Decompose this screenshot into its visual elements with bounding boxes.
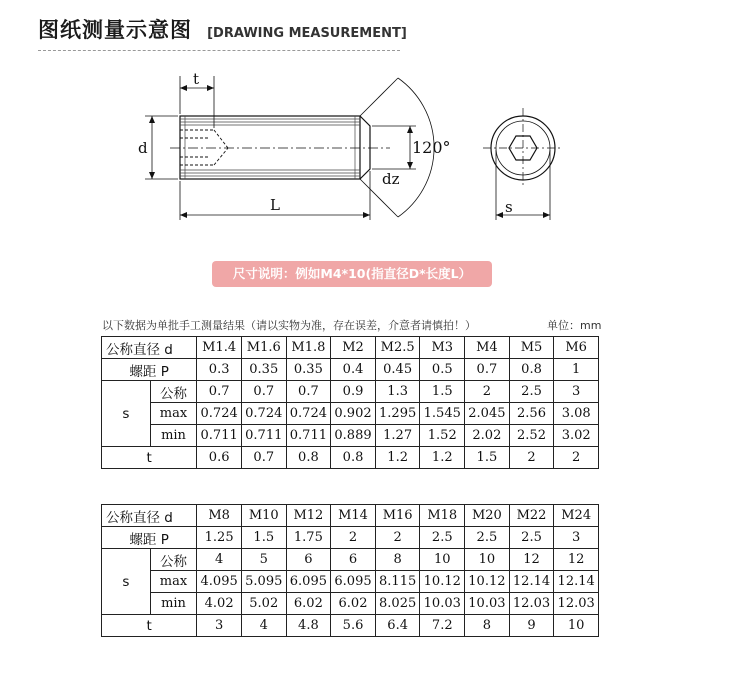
- nominal-cell: 1.3: [375, 381, 420, 403]
- nominal-cell: 8: [375, 549, 420, 571]
- nominal-cell: 10: [465, 549, 510, 571]
- page-title: 图纸测量示意图: [38, 18, 192, 42]
- table-row-t: [102, 615, 599, 637]
- table-row-s-min: [102, 593, 599, 615]
- max-cell: 10.12: [465, 571, 510, 593]
- t-cell: 10: [554, 615, 599, 637]
- max-label: max: [150, 571, 197, 593]
- spec-table-small: [101, 336, 599, 469]
- min-cell: 4.02: [197, 593, 242, 615]
- screw-measurement-drawing: [130, 68, 590, 233]
- min-cell: 2.52: [509, 425, 554, 447]
- max-cell: 12.14: [509, 571, 554, 593]
- nominal-cell: 0.7: [197, 381, 242, 403]
- nominal-cell: 5: [241, 549, 286, 571]
- pitch-cell: 2.5: [465, 527, 510, 549]
- size-cell: M1.6: [241, 337, 286, 359]
- table-row-size: [102, 337, 599, 359]
- nominal-cell: 0.9: [331, 381, 376, 403]
- t-cell: 0.8: [286, 447, 331, 469]
- nominal-cell: 6: [286, 549, 331, 571]
- min-cell: 0.889: [331, 425, 376, 447]
- min-cell: 1.52: [420, 425, 465, 447]
- nominal-label: 公称: [150, 549, 197, 571]
- t-cell: 4: [241, 615, 286, 637]
- table-row-size: [102, 505, 599, 527]
- nominal-cell: 6: [331, 549, 376, 571]
- max-cell: 6.095: [331, 571, 376, 593]
- table-row-s-max: [102, 571, 599, 593]
- pitch-cell: 0.35: [286, 359, 331, 381]
- pitch-cell: 2: [331, 527, 376, 549]
- t-cell: 4.8: [286, 615, 331, 637]
- t-cell: 6.4: [375, 615, 420, 637]
- measurement-caption: 以下数据为单批手工测量结果（请以实物为准，存在误差，介意者请慎拍！）: [102, 319, 476, 332]
- max-cell: 0.724: [197, 403, 242, 425]
- min-label: min: [150, 593, 197, 615]
- thread-lines: [180, 116, 360, 179]
- size-cell: M3: [420, 337, 465, 359]
- min-cell: 12.03: [554, 593, 599, 615]
- pitch-cell: 1.25: [197, 527, 242, 549]
- table-row-t: [102, 447, 599, 469]
- max-cell: 6.095: [286, 571, 331, 593]
- pitch-cell: 0.35: [241, 359, 286, 381]
- max-cell: 4.095: [197, 571, 242, 593]
- max-cell: 2.045: [465, 403, 510, 425]
- size-header-label: 公称直径 d: [102, 505, 197, 527]
- pitch-cell: 1.75: [286, 527, 331, 549]
- size-cell: M12: [286, 505, 331, 527]
- cone-point: [360, 116, 370, 179]
- size-cell: M4: [465, 337, 510, 359]
- t-cell: 2: [554, 447, 599, 469]
- t-cell: 1.2: [420, 447, 465, 469]
- min-cell: 10.03: [420, 593, 465, 615]
- t-cell: 1.2: [375, 447, 420, 469]
- t-cell: 3: [197, 615, 242, 637]
- nominal-cell: 4: [197, 549, 242, 571]
- pitch-cell: 0.4: [331, 359, 376, 381]
- nominal-cell: 2: [465, 381, 510, 403]
- label-l: L: [270, 196, 280, 214]
- header-divider: [38, 50, 400, 51]
- min-cell: 2.02: [465, 425, 510, 447]
- screw-body: [180, 116, 360, 179]
- pitch-label: 螺距 P: [102, 359, 197, 381]
- nominal-label: 公称: [150, 381, 197, 403]
- pitch-cell: 0.5: [420, 359, 465, 381]
- table-row-s-min: [102, 425, 599, 447]
- pitch-label: 螺距 P: [102, 527, 197, 549]
- pitch-cell: 2.5: [509, 527, 554, 549]
- max-label: max: [150, 403, 197, 425]
- t-cell: 2: [509, 447, 554, 469]
- size-cell: M10: [241, 505, 286, 527]
- table-row-s-max: [102, 403, 599, 425]
- size-cell: M2: [331, 337, 376, 359]
- size-cell: M6: [554, 337, 599, 359]
- min-cell: 12.03: [509, 593, 554, 615]
- page-header: [38, 14, 407, 44]
- max-cell: 2.56: [509, 403, 554, 425]
- min-cell: 10.03: [465, 593, 510, 615]
- nominal-cell: 0.7: [241, 381, 286, 403]
- min-cell: 8.025: [375, 593, 420, 615]
- t-cell: 8: [465, 615, 510, 637]
- label-d: d: [138, 139, 148, 157]
- nominal-cell: 3: [554, 381, 599, 403]
- size-cell: M2.5: [375, 337, 420, 359]
- size-cell: M8: [197, 505, 242, 527]
- t-label: t: [102, 615, 197, 637]
- label-dz: dz: [382, 170, 400, 188]
- t-cell: 5.6: [331, 615, 376, 637]
- table-row-s-nominal: [102, 381, 599, 403]
- max-cell: 5.095: [241, 571, 286, 593]
- size-cell: M1.4: [197, 337, 242, 359]
- t-cell: 9: [509, 615, 554, 637]
- max-cell: 1.545: [420, 403, 465, 425]
- max-cell: 0.902: [331, 403, 376, 425]
- size-cell: M14: [331, 505, 376, 527]
- nominal-cell: 2.5: [509, 381, 554, 403]
- max-cell: 0.724: [286, 403, 331, 425]
- table-row-pitch: [102, 527, 599, 549]
- unit-label: 单位：mm: [547, 319, 602, 332]
- min-cell: 0.711: [197, 425, 242, 447]
- size-cell: M22: [509, 505, 554, 527]
- min-cell: 0.711: [241, 425, 286, 447]
- max-cell: 0.724: [241, 403, 286, 425]
- t-cell: 0.7: [241, 447, 286, 469]
- pitch-cell: 2.5: [420, 527, 465, 549]
- t-cell: 1.5: [465, 447, 510, 469]
- nominal-cell: 12: [554, 549, 599, 571]
- s-label: s: [102, 381, 151, 447]
- nominal-cell: 10: [420, 549, 465, 571]
- nominal-cell: 12: [509, 549, 554, 571]
- max-cell: 3.08: [554, 403, 599, 425]
- table-row-pitch: [102, 359, 599, 381]
- min-cell: 1.27: [375, 425, 420, 447]
- dimension-arrows: [149, 85, 550, 218]
- max-cell: 12.14: [554, 571, 599, 593]
- size-cell: M20: [465, 505, 510, 527]
- pitch-cell: 0.3: [197, 359, 242, 381]
- spec-table-large: [101, 504, 599, 637]
- table-row-s-nominal: [102, 549, 599, 571]
- pitch-cell: 1.5: [241, 527, 286, 549]
- pitch-cell: 0.8: [509, 359, 554, 381]
- label-s: s: [505, 198, 513, 216]
- min-cell: 3.02: [554, 425, 599, 447]
- nominal-cell: 0.7: [286, 381, 331, 403]
- pitch-cell: 1: [554, 359, 599, 381]
- min-cell: 5.02: [241, 593, 286, 615]
- s-label: s: [102, 549, 151, 615]
- nominal-cell: 1.5: [420, 381, 465, 403]
- min-label: min: [150, 425, 197, 447]
- size-header-label: 公称直径 d: [102, 337, 197, 359]
- label-angle: 120°: [412, 138, 451, 157]
- pitch-cell: 3: [554, 527, 599, 549]
- t-cell: 7.2: [420, 615, 465, 637]
- size-cell: M5: [509, 337, 554, 359]
- t-cell: 0.8: [331, 447, 376, 469]
- size-cell: M18: [420, 505, 465, 527]
- min-cell: 6.02: [286, 593, 331, 615]
- min-cell: 0.711: [286, 425, 331, 447]
- size-note-badge: 尺寸说明：例如M4*10(指直径D*长度L）: [212, 261, 492, 287]
- size-cell: M24: [554, 505, 599, 527]
- label-t: t: [193, 70, 200, 88]
- hex-socket-hidden-lines: [180, 130, 228, 165]
- pitch-cell: 2: [375, 527, 420, 549]
- pitch-cell: 0.7: [465, 359, 510, 381]
- max-cell: 1.295: [375, 403, 420, 425]
- max-cell: 10.12: [420, 571, 465, 593]
- t-label: t: [102, 447, 197, 469]
- size-cell: M1.8: [286, 337, 331, 359]
- min-cell: 6.02: [331, 593, 376, 615]
- t-cell: 0.6: [197, 447, 242, 469]
- page-subtitle: [DRAWING MEASUREMENT]: [207, 26, 407, 41]
- pitch-cell: 0.45: [375, 359, 420, 381]
- size-cell: M16: [375, 505, 420, 527]
- max-cell: 8.115: [375, 571, 420, 593]
